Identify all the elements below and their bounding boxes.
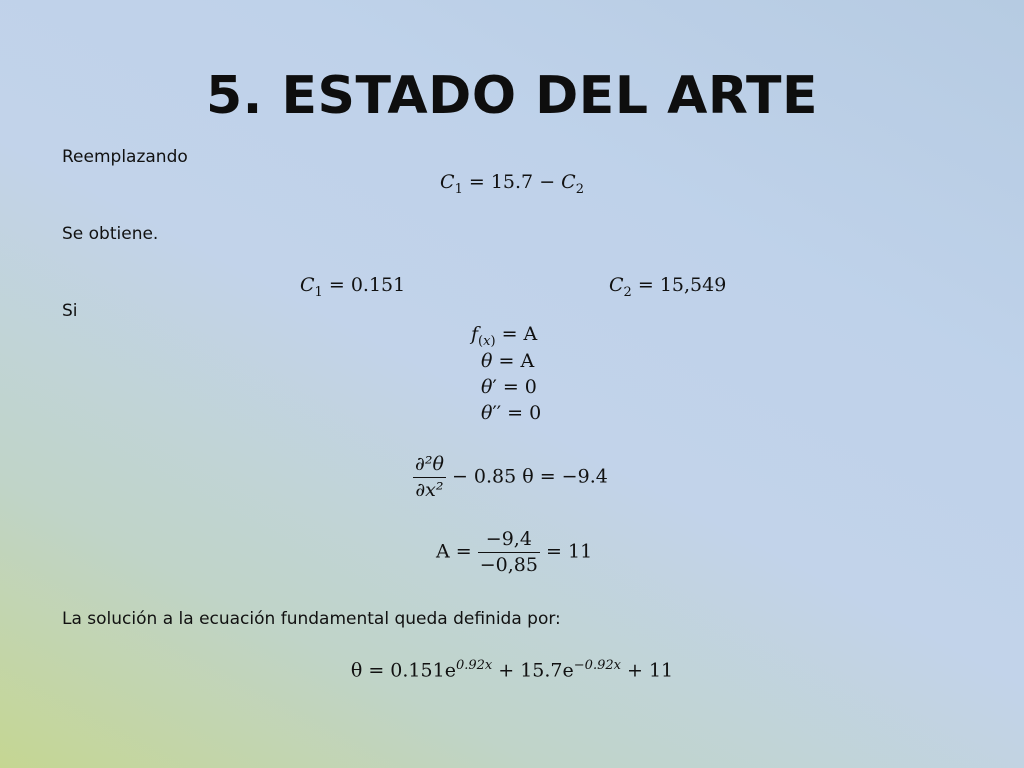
solution-exp-2: −0.92x — [573, 658, 621, 673]
reemplazando-text: Reemplazando — [62, 147, 188, 167]
theta-value: = A — [498, 350, 535, 372]
equation-theta-double-prime: θ′′ = 0 — [481, 402, 542, 424]
se-obtiene-text: Se obtiene. — [62, 224, 159, 244]
si-text: Si — [62, 301, 78, 321]
c1-sub: 1 — [454, 181, 463, 197]
c1-var: C — [440, 171, 455, 193]
equation-f-of-x: $f_{(x)} = A$ — [471, 323, 538, 349]
equation-theta-prime: θ′ = 0 — [481, 376, 537, 398]
pde-rhs: − 0.85 θ = −9.4 — [451, 465, 608, 488]
c2-sub: 2 — [575, 181, 584, 197]
a-numerator: −9,4 — [478, 530, 540, 553]
pde-denominator: ∂x² — [415, 479, 444, 501]
pde-numerator: ∂²θ — [413, 455, 446, 478]
c2-var: C — [561, 171, 576, 193]
solution-exp-1: 0.92x — [455, 658, 493, 673]
equation-c1-substitution: $C_1 = 15.7 - C_2$ — [440, 171, 584, 197]
slide-title: 5. ESTADO DEL ARTE — [205, 66, 819, 126]
equation-theta: θ = A — [481, 350, 535, 372]
solution-part-c: + 11 — [620, 659, 674, 682]
equation-pde — [413, 455, 608, 500]
c2-value: = 15,549 — [637, 274, 727, 296]
conclusion-text: La solución a la ecuación fundamental queda definida por: — [62, 609, 561, 629]
equation-a — [436, 530, 592, 575]
equation-c1-value: $C_1 = 0.151$ — [300, 274, 406, 300]
solution-part-a: θ = 0.151e — [350, 659, 456, 682]
f-value: = A — [501, 323, 538, 345]
theta-prime-value: = 0 — [502, 376, 537, 398]
solution-part-b: + 15.7e — [492, 659, 574, 682]
a-denominator: −0,85 — [479, 554, 538, 576]
equation-c2-value: $C_2 = 15,549$ — [609, 274, 727, 300]
a-rhs: = 11 — [546, 540, 593, 563]
c1-rhs: 15.7 − — [490, 171, 562, 193]
theta-double-prime-value: = 0 — [507, 402, 542, 424]
c1-value: = 0.151 — [328, 274, 406, 296]
equation-solution — [0, 659, 1024, 680]
a-lhs: A = — [436, 540, 472, 563]
